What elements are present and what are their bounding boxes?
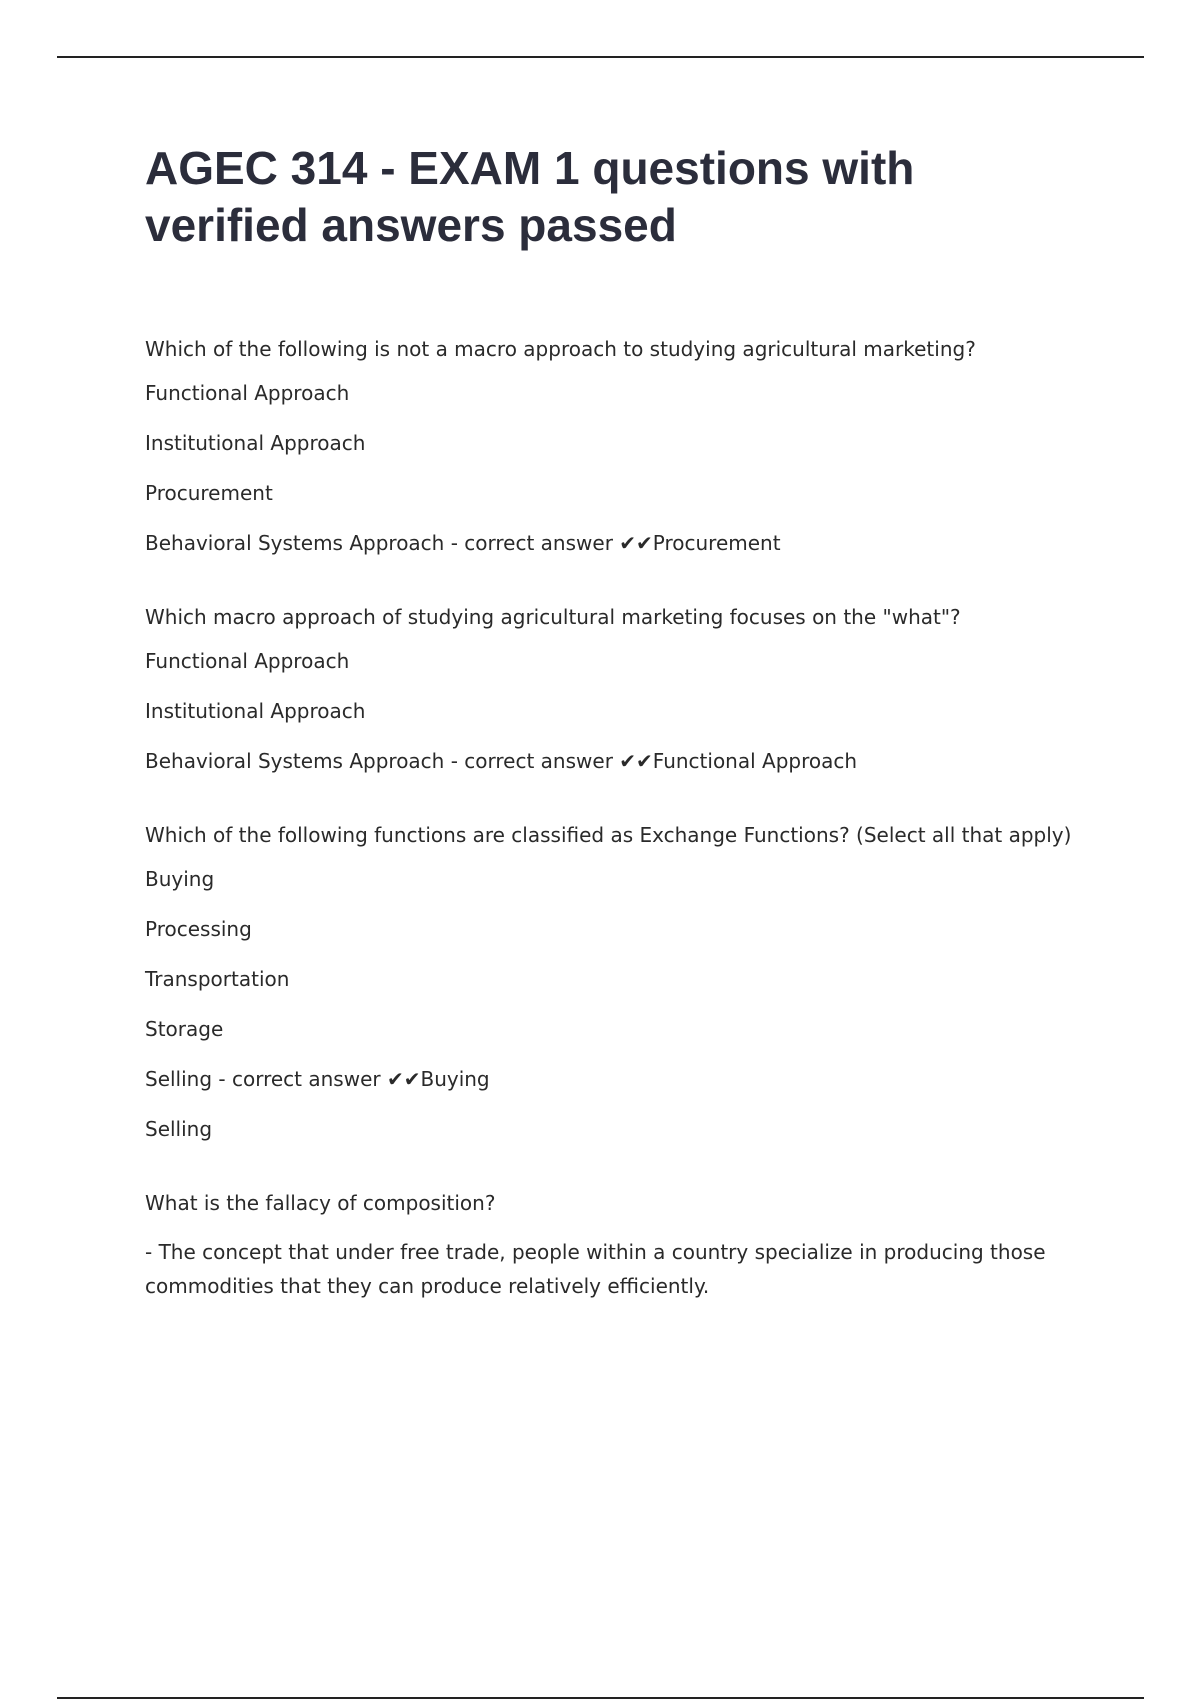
answer-option: Functional Approach — [145, 381, 350, 405]
question-block-1 — [145, 337, 1065, 555]
bottom-rule — [57, 1697, 1144, 1699]
answer-option-with-correct-answer: Behavioral Systems Approach - correct answer ✔✔Procurement — [145, 531, 781, 555]
question-text: Which of the following functions are classified as Exchange Functions? (Select all that apply) — [145, 823, 1072, 847]
answer-option: Functional Approach — [145, 649, 350, 673]
question-text: What is the fallacy of composition? — [145, 1191, 496, 1215]
question-block-3 — [145, 823, 1072, 1141]
answer-option: Buying — [145, 867, 215, 891]
answer-option-with-correct-answer: Behavioral Systems Approach - correct answer ✔✔Functional Approach — [145, 749, 858, 773]
answer-option: Institutional Approach — [145, 431, 366, 455]
answer-option: Transportation — [145, 967, 290, 991]
answer-continuation: Selling — [145, 1117, 213, 1141]
question-list — [145, 337, 1072, 1303]
top-rule — [57, 56, 1144, 58]
answer-option: Institutional Approach — [145, 699, 366, 723]
question-block-4 — [145, 1191, 1065, 1303]
answer-option: Storage — [145, 1017, 224, 1041]
answer-option: Processing — [145, 917, 252, 941]
answer-option-with-correct-answer: Selling - correct answer ✔✔Buying — [145, 1067, 490, 1091]
question-text: Which of the following is not a macro approach to studying agricultural marketing? — [145, 337, 976, 361]
question-block-2 — [145, 605, 1065, 773]
document-body — [145, 140, 1072, 1303]
document-title: AGEC 314 - EXAM 1 questions with verified answers passed — [145, 142, 915, 251]
question-text: Which macro approach of studying agricultural marketing focuses on the "what"? — [145, 605, 961, 629]
answer-text: - The concept that under free trade, people within a country specialize in producing those commodities that they can produce relatively efficiently. — [145, 1240, 1046, 1298]
answer-option: Procurement — [145, 481, 273, 505]
